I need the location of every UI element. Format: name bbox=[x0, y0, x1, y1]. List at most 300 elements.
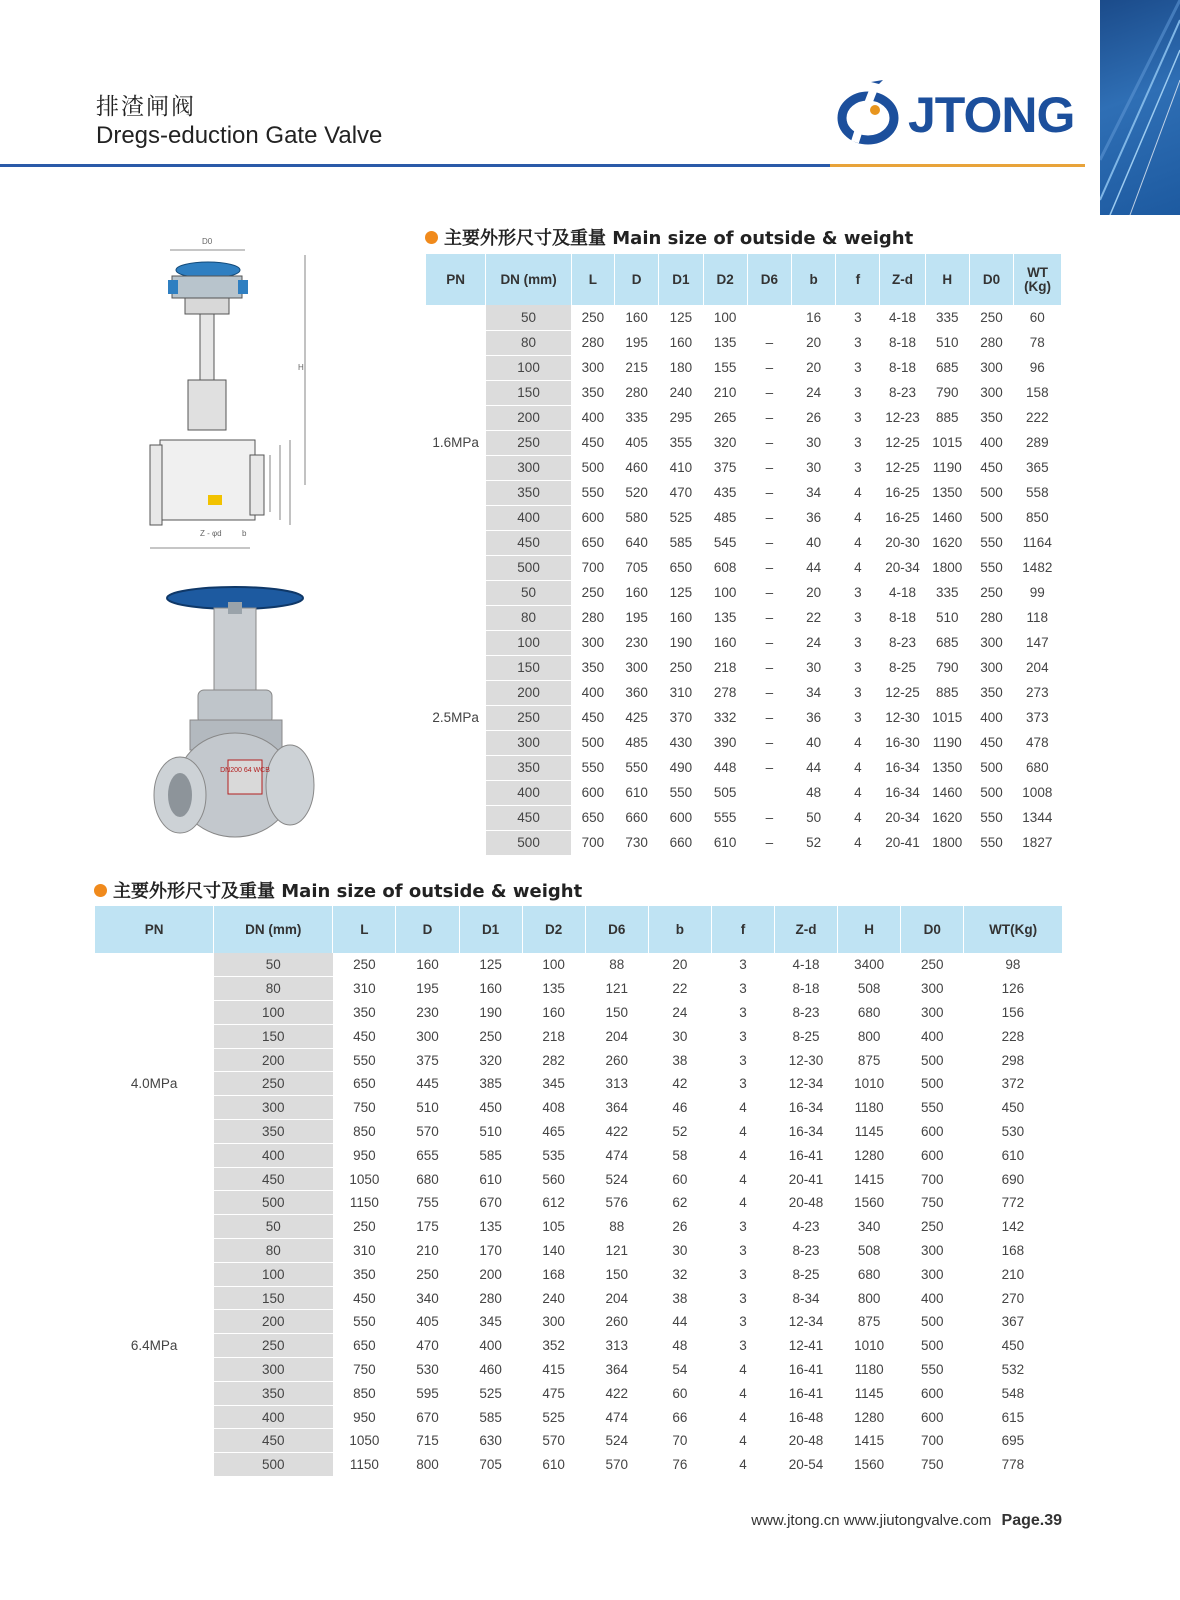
pressure-group bbox=[95, 953, 1063, 1215]
table-cell: 3 bbox=[836, 705, 880, 730]
table-cell: 3 bbox=[711, 1215, 774, 1239]
table-cell: 170 bbox=[459, 1239, 522, 1263]
jtong-logo bbox=[835, 78, 1085, 158]
table-cell: 375 bbox=[703, 455, 747, 480]
table-cell: 610 bbox=[964, 1143, 1062, 1167]
table-cell: 16-34 bbox=[880, 755, 925, 780]
table-cell: 630 bbox=[459, 1429, 522, 1453]
table-cell: 4-18 bbox=[880, 580, 925, 605]
table-cell: 147 bbox=[1014, 630, 1061, 655]
table-cell: 650 bbox=[333, 1072, 396, 1096]
table-cell: 195 bbox=[615, 330, 659, 355]
drawing-label-b: b bbox=[242, 529, 247, 538]
dn-cell: 500 bbox=[214, 1453, 333, 1477]
table2-title: 主要外形尺寸及重量 Main size of outside & weight bbox=[113, 881, 583, 902]
table-cell: – bbox=[747, 630, 791, 655]
table-cell: 365 bbox=[1014, 455, 1061, 480]
table-cell: 950 bbox=[333, 1143, 396, 1167]
table-cell: 1460 bbox=[925, 780, 969, 805]
table-cell: 8-18 bbox=[775, 977, 838, 1001]
table-cell: 320 bbox=[459, 1048, 522, 1072]
table-cell: 3 bbox=[711, 1072, 774, 1096]
table-row bbox=[426, 505, 1062, 530]
table-cell: 118 bbox=[1014, 605, 1061, 630]
table-cell: 400 bbox=[969, 705, 1013, 730]
table-cell: 4 bbox=[711, 1167, 774, 1191]
table-cell: 4 bbox=[836, 830, 880, 855]
table-cell: 690 bbox=[964, 1167, 1062, 1191]
table-cell: 270 bbox=[964, 1286, 1062, 1310]
table-cell: 210 bbox=[396, 1239, 459, 1263]
table-cell: 600 bbox=[659, 805, 703, 830]
table-cell: 105 bbox=[522, 1215, 585, 1239]
dn-cell: 150 bbox=[214, 1286, 333, 1310]
dn-cell: 50 bbox=[486, 580, 571, 605]
table-row bbox=[95, 1072, 1063, 1096]
table-cell: 168 bbox=[964, 1239, 1062, 1263]
table-cell: 160 bbox=[615, 305, 659, 330]
table-cell: 755 bbox=[396, 1191, 459, 1215]
table-row bbox=[426, 555, 1062, 580]
table-cell: 218 bbox=[703, 655, 747, 680]
table-cell: 685 bbox=[925, 630, 969, 655]
table-cell: 680 bbox=[838, 1262, 901, 1286]
table-cell: 1190 bbox=[925, 455, 969, 480]
table-cell: 1800 bbox=[925, 555, 969, 580]
table-cell: 34 bbox=[791, 680, 835, 705]
dn-cell: 200 bbox=[486, 405, 571, 430]
table-row bbox=[426, 680, 1062, 705]
table-cell: 4-23 bbox=[775, 1215, 838, 1239]
table-cell: 300 bbox=[901, 1239, 964, 1263]
table-cell: 450 bbox=[333, 1286, 396, 1310]
table-cell: 585 bbox=[659, 530, 703, 555]
table-cell: 3 bbox=[711, 1001, 774, 1025]
table-row bbox=[426, 705, 1062, 730]
table-cell: 340 bbox=[838, 1215, 901, 1239]
table-cell: 350 bbox=[969, 405, 1013, 430]
table-cell: 310 bbox=[659, 680, 703, 705]
table1-header-row bbox=[426, 254, 1062, 305]
page-title-english: Dregs-eduction Gate Valve bbox=[96, 122, 383, 149]
table-cell: 570 bbox=[585, 1453, 648, 1477]
table-cell: 204 bbox=[585, 1024, 648, 1048]
table-cell: 1800 bbox=[925, 830, 969, 855]
table-cell: 1008 bbox=[1014, 780, 1061, 805]
table-cell: 160 bbox=[615, 580, 659, 605]
table-cell: 4-18 bbox=[775, 953, 838, 977]
dn-cell: 350 bbox=[214, 1120, 333, 1144]
column-header: Z-d bbox=[880, 254, 925, 305]
table-cell: 700 bbox=[901, 1167, 964, 1191]
valve-product-photo bbox=[150, 580, 320, 860]
dn-cell: 500 bbox=[486, 555, 571, 580]
table-cell: 524 bbox=[585, 1429, 648, 1453]
table-cell: 1415 bbox=[838, 1167, 901, 1191]
table-cell: 1050 bbox=[333, 1429, 396, 1453]
table-cell: 610 bbox=[703, 830, 747, 855]
table-cell: 576 bbox=[585, 1191, 648, 1215]
table-cell: 550 bbox=[901, 1358, 964, 1382]
table-cell: 4 bbox=[836, 530, 880, 555]
table-cell: 230 bbox=[615, 630, 659, 655]
table1-main-size-weight bbox=[425, 254, 1061, 856]
table-cell: 4 bbox=[711, 1381, 774, 1405]
table-cell: 8-25 bbox=[775, 1024, 838, 1048]
table-cell: 280 bbox=[571, 330, 614, 355]
table-cell: 20-41 bbox=[880, 830, 925, 855]
table-cell: 700 bbox=[571, 830, 614, 855]
table-cell: 195 bbox=[396, 977, 459, 1001]
table-row bbox=[426, 605, 1062, 630]
dn-cell: 400 bbox=[214, 1405, 333, 1429]
table-cell: 8-23 bbox=[775, 1001, 838, 1025]
table-cell: 1560 bbox=[838, 1453, 901, 1477]
table-cell: 570 bbox=[396, 1120, 459, 1144]
column-header: D bbox=[615, 254, 659, 305]
table-cell: 460 bbox=[615, 455, 659, 480]
table-cell: 360 bbox=[615, 680, 659, 705]
dn-cell: 50 bbox=[214, 1215, 333, 1239]
dn-cell: 100 bbox=[486, 630, 571, 655]
table-cell: 16-25 bbox=[880, 505, 925, 530]
table-cell: 800 bbox=[838, 1286, 901, 1310]
table-cell: 750 bbox=[333, 1358, 396, 1382]
table-cell: 156 bbox=[964, 1001, 1062, 1025]
table-cell bbox=[747, 305, 791, 330]
column-header: PN bbox=[426, 254, 486, 305]
table-cell: 8-23 bbox=[880, 380, 925, 405]
table-row bbox=[426, 330, 1062, 355]
dn-cell: 250 bbox=[214, 1072, 333, 1096]
table-cell: 3 bbox=[836, 405, 880, 430]
table-cell: 3 bbox=[836, 680, 880, 705]
table-cell: 3 bbox=[711, 977, 774, 1001]
dn-cell: 80 bbox=[214, 977, 333, 1001]
column-header: L bbox=[571, 254, 614, 305]
table-cell: 1415 bbox=[838, 1429, 901, 1453]
table-cell: 52 bbox=[648, 1120, 711, 1144]
table-cell: 4 bbox=[711, 1358, 774, 1382]
dn-cell: 300 bbox=[486, 730, 571, 755]
table-cell: 485 bbox=[703, 505, 747, 530]
table-cell: 250 bbox=[969, 305, 1013, 330]
table-row bbox=[95, 1096, 1063, 1120]
valve-technical-drawing bbox=[130, 230, 330, 560]
table-cell: 500 bbox=[969, 480, 1013, 505]
dn-cell: 80 bbox=[486, 330, 571, 355]
table-cell: 26 bbox=[648, 1215, 711, 1239]
header-divider bbox=[0, 164, 830, 167]
column-header: D2 bbox=[703, 254, 747, 305]
table-cell: 460 bbox=[459, 1358, 522, 1382]
table-cell: 60 bbox=[648, 1167, 711, 1191]
column-header: H bbox=[925, 254, 969, 305]
table-cell: – bbox=[747, 430, 791, 455]
table-row bbox=[95, 1191, 1063, 1215]
table-cell: 155 bbox=[703, 355, 747, 380]
table-cell: 445 bbox=[396, 1072, 459, 1096]
table-cell: 280 bbox=[571, 605, 614, 630]
table-cell: 8-18 bbox=[880, 330, 925, 355]
table-row bbox=[426, 580, 1062, 605]
table-cell: 121 bbox=[585, 1239, 648, 1263]
table-cell: 3 bbox=[711, 1024, 774, 1048]
table-cell: 20 bbox=[648, 953, 711, 977]
table-cell: 150 bbox=[585, 1001, 648, 1025]
table-cell: – bbox=[747, 380, 791, 405]
table-cell: 204 bbox=[585, 1286, 648, 1310]
table-cell: 670 bbox=[396, 1405, 459, 1429]
table-cell: 695 bbox=[964, 1429, 1062, 1453]
table-row bbox=[95, 1429, 1063, 1453]
table-cell: 20-34 bbox=[880, 805, 925, 830]
table-cell: 530 bbox=[964, 1120, 1062, 1144]
table-cell: 650 bbox=[571, 530, 614, 555]
table-cell: 54 bbox=[648, 1358, 711, 1382]
table-cell: 510 bbox=[396, 1096, 459, 1120]
pn-cell: 4.0MPa bbox=[95, 953, 214, 1215]
table-cell: 520 bbox=[615, 480, 659, 505]
table-cell: 4 bbox=[711, 1096, 774, 1120]
table-cell: 3 bbox=[711, 1239, 774, 1263]
table-cell: 367 bbox=[964, 1310, 1062, 1334]
table-cell: 750 bbox=[333, 1096, 396, 1120]
table-cell: 16-34 bbox=[775, 1096, 838, 1120]
table-cell: 335 bbox=[925, 305, 969, 330]
table-cell: 100 bbox=[703, 580, 747, 605]
dn-cell: 250 bbox=[214, 1334, 333, 1358]
table-cell: 3 bbox=[836, 430, 880, 455]
table-cell: 46 bbox=[648, 1096, 711, 1120]
table-cell: 16-41 bbox=[775, 1143, 838, 1167]
table-cell: 3 bbox=[836, 605, 880, 630]
table1-title: 主要外形尺寸及重量 Main size of outside & weight bbox=[444, 228, 914, 249]
table-cell: 150 bbox=[585, 1262, 648, 1286]
table-cell: 250 bbox=[571, 305, 614, 330]
table-cell: 470 bbox=[396, 1334, 459, 1358]
table-cell: 550 bbox=[969, 805, 1013, 830]
table-cell: 3 bbox=[836, 380, 880, 405]
table-cell: 298 bbox=[964, 1048, 1062, 1072]
table-cell: 4 bbox=[836, 805, 880, 830]
table-cell: 158 bbox=[1014, 380, 1061, 405]
table-cell: 12-34 bbox=[775, 1310, 838, 1334]
table-row bbox=[95, 1334, 1063, 1358]
pn-cell: 2.5MPa bbox=[426, 580, 486, 855]
table-cell: 12-34 bbox=[775, 1072, 838, 1096]
table-cell: 1180 bbox=[838, 1358, 901, 1382]
table-cell: 500 bbox=[969, 755, 1013, 780]
table-cell: 98 bbox=[964, 953, 1062, 977]
table-cell: 300 bbox=[969, 655, 1013, 680]
table-row bbox=[95, 1286, 1063, 1310]
table2-header-row bbox=[95, 906, 1063, 953]
table-cell: 4 bbox=[836, 730, 880, 755]
table-cell: 1010 bbox=[838, 1334, 901, 1358]
table-cell: 16-25 bbox=[880, 480, 925, 505]
table-cell: 372 bbox=[964, 1072, 1062, 1096]
table-row bbox=[426, 455, 1062, 480]
column-header: L bbox=[333, 906, 396, 953]
column-header: D0 bbox=[969, 254, 1013, 305]
table-cell: 772 bbox=[964, 1191, 1062, 1215]
table-cell: – bbox=[747, 480, 791, 505]
bullet-icon bbox=[94, 884, 107, 897]
table-cell: 510 bbox=[925, 605, 969, 630]
table-cell: 680 bbox=[396, 1167, 459, 1191]
table-cell: 532 bbox=[964, 1358, 1062, 1382]
table-cell: 600 bbox=[901, 1405, 964, 1429]
table-cell: 12-25 bbox=[880, 680, 925, 705]
table-cell: 300 bbox=[615, 655, 659, 680]
table-cell: 8-23 bbox=[775, 1239, 838, 1263]
table-row bbox=[426, 480, 1062, 505]
table-cell: 850 bbox=[1014, 505, 1061, 530]
table-cell: 550 bbox=[969, 830, 1013, 855]
table-row bbox=[426, 355, 1062, 380]
footer-urls: www.jtong.cn www.jiutongvalve.com bbox=[751, 1512, 992, 1529]
table-cell: 3 bbox=[836, 305, 880, 330]
dn-cell: 450 bbox=[486, 805, 571, 830]
table-cell: 240 bbox=[659, 380, 703, 405]
table-cell: 370 bbox=[659, 705, 703, 730]
logo-wordmark bbox=[908, 86, 1074, 144]
table-cell: 8-34 bbox=[775, 1286, 838, 1310]
table-cell: 655 bbox=[396, 1143, 459, 1167]
table-row bbox=[95, 1262, 1063, 1286]
dn-cell: 150 bbox=[214, 1024, 333, 1048]
table-row bbox=[95, 1120, 1063, 1144]
table-cell: 1180 bbox=[838, 1096, 901, 1120]
table-cell: 450 bbox=[969, 730, 1013, 755]
table-cell: 1620 bbox=[925, 530, 969, 555]
table-cell: 142 bbox=[964, 1215, 1062, 1239]
dn-cell: 150 bbox=[486, 380, 571, 405]
table-cell: 38 bbox=[648, 1286, 711, 1310]
table-cell: 3 bbox=[836, 355, 880, 380]
table-cell: – bbox=[747, 830, 791, 855]
table-cell: 250 bbox=[659, 655, 703, 680]
table-cell: 222 bbox=[1014, 405, 1061, 430]
table-cell: 350 bbox=[333, 1262, 396, 1286]
table-cell: 16-48 bbox=[775, 1405, 838, 1429]
table-cell: 680 bbox=[1014, 755, 1061, 780]
table-cell: 474 bbox=[585, 1405, 648, 1429]
column-header: D2 bbox=[522, 906, 585, 953]
dn-cell: 450 bbox=[486, 530, 571, 555]
table-cell: 1150 bbox=[333, 1191, 396, 1215]
table-cell bbox=[747, 780, 791, 805]
table-cell: 570 bbox=[522, 1429, 585, 1453]
table-cell: 1280 bbox=[838, 1405, 901, 1429]
table-cell: 300 bbox=[901, 1001, 964, 1025]
column-header: Z-d bbox=[775, 906, 838, 953]
table-cell: – bbox=[747, 705, 791, 730]
table-row bbox=[95, 1001, 1063, 1025]
table-cell: 300 bbox=[901, 977, 964, 1001]
column-header: D0 bbox=[901, 906, 964, 953]
table-cell: 525 bbox=[522, 1405, 585, 1429]
table-row bbox=[426, 830, 1062, 855]
table-cell: 850 bbox=[333, 1120, 396, 1144]
table-cell: 230 bbox=[396, 1001, 459, 1025]
dn-cell: 350 bbox=[486, 480, 571, 505]
table-cell: 250 bbox=[901, 1215, 964, 1239]
dn-cell: 450 bbox=[214, 1429, 333, 1453]
table-cell: – bbox=[747, 680, 791, 705]
table-cell: 500 bbox=[901, 1072, 964, 1096]
table-cell: 3 bbox=[711, 1334, 774, 1358]
table-cell: 705 bbox=[459, 1453, 522, 1477]
table-cell: 160 bbox=[703, 630, 747, 655]
table-cell: 475 bbox=[522, 1381, 585, 1405]
dn-cell: 400 bbox=[214, 1143, 333, 1167]
table-cell: 100 bbox=[703, 305, 747, 330]
table-row bbox=[95, 1239, 1063, 1263]
table-cell: 680 bbox=[838, 1001, 901, 1025]
table-row bbox=[426, 780, 1062, 805]
table-cell: 1150 bbox=[333, 1453, 396, 1477]
table-cell: 88 bbox=[585, 953, 648, 977]
table-cell: 20-48 bbox=[775, 1191, 838, 1215]
table-cell: 260 bbox=[585, 1048, 648, 1072]
table-cell: – bbox=[747, 605, 791, 630]
table-cell: 30 bbox=[648, 1024, 711, 1048]
table-cell: 20 bbox=[791, 355, 835, 380]
table-cell: 8-18 bbox=[880, 355, 925, 380]
table-cell: 508 bbox=[838, 977, 901, 1001]
table-cell: 422 bbox=[585, 1381, 648, 1405]
table-cell: 4 bbox=[836, 480, 880, 505]
table-cell: 600 bbox=[901, 1381, 964, 1405]
table-cell: 22 bbox=[648, 977, 711, 1001]
table-cell: 228 bbox=[964, 1024, 1062, 1048]
table-cell: 140 bbox=[522, 1239, 585, 1263]
table-cell: 16-34 bbox=[880, 780, 925, 805]
table-cell: 685 bbox=[925, 355, 969, 380]
table-cell: 875 bbox=[838, 1048, 901, 1072]
logo-text: JTONG bbox=[908, 87, 1075, 143]
table-cell: 310 bbox=[333, 1239, 396, 1263]
dn-cell: 100 bbox=[214, 1001, 333, 1025]
bullet-icon bbox=[425, 231, 438, 244]
table-cell: 470 bbox=[659, 480, 703, 505]
table-row bbox=[95, 1048, 1063, 1072]
table-cell: 650 bbox=[571, 805, 614, 830]
pressure-group bbox=[426, 580, 1062, 855]
dn-cell: 400 bbox=[486, 780, 571, 805]
table-cell: 3 bbox=[711, 1310, 774, 1334]
table-cell: 600 bbox=[571, 505, 614, 530]
table-cell: 4-18 bbox=[880, 305, 925, 330]
table-cell: 12-41 bbox=[775, 1334, 838, 1358]
table-cell: 278 bbox=[703, 680, 747, 705]
table-cell: – bbox=[747, 455, 791, 480]
pn-cell: 1.6MPa bbox=[426, 305, 486, 580]
table-cell: 950 bbox=[333, 1405, 396, 1429]
dn-cell: 80 bbox=[214, 1239, 333, 1263]
table-cell: 778 bbox=[964, 1453, 1062, 1477]
table-cell: 30 bbox=[791, 455, 835, 480]
table-cell: 790 bbox=[925, 655, 969, 680]
table-cell: 385 bbox=[459, 1072, 522, 1096]
table-cell: 24 bbox=[648, 1001, 711, 1025]
table-cell: 500 bbox=[969, 505, 1013, 530]
table-cell: 615 bbox=[964, 1405, 1062, 1429]
table-cell: 40 bbox=[791, 730, 835, 755]
table-cell: 99 bbox=[1014, 580, 1061, 605]
